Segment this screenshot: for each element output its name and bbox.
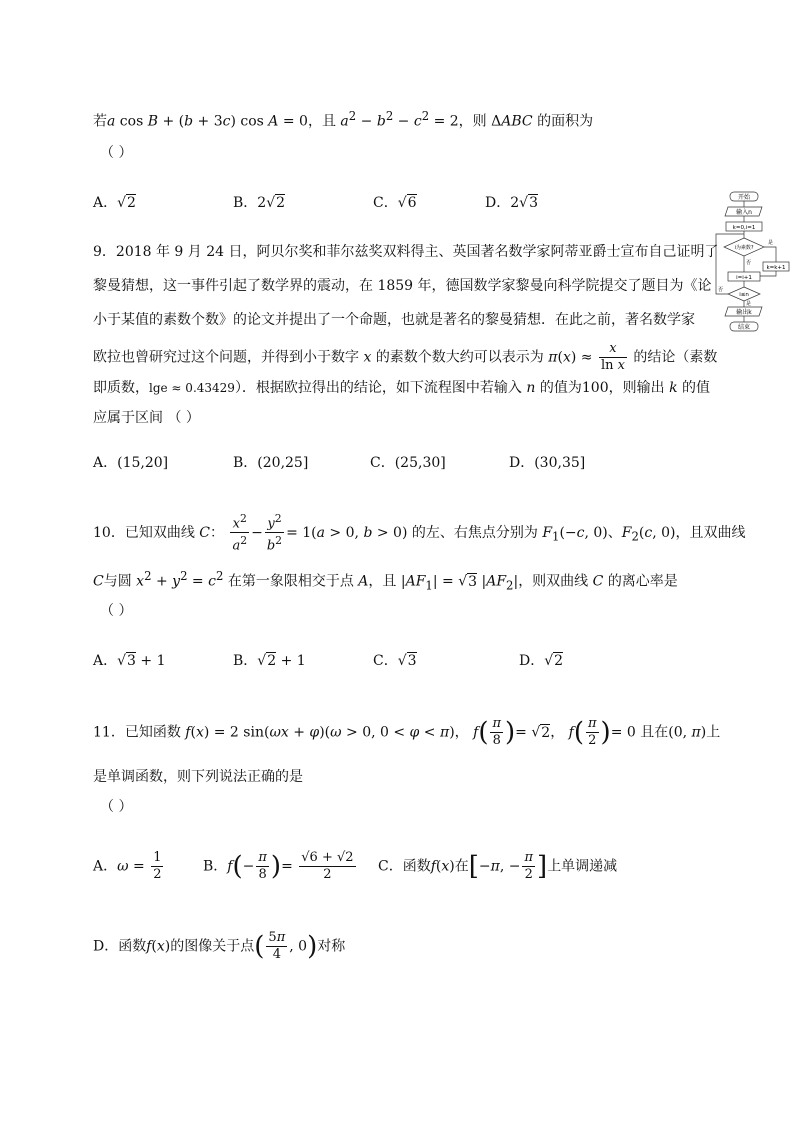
flowchart-cond: i为素数? xyxy=(734,245,754,251)
q11-line2: 是单调函数，则下列说法正确的是 xyxy=(93,769,303,785)
q9-line4: 欧拉也曾研究过这个问题，并得到小于数字 x 的素数个数大约可以表示为 π(x) ≈ $\frac{x}{\text{ln x}}$ 的结论（素数 xyxy=(93,341,718,373)
q9-line1: 9．2018 年 9 月 24 日，阿贝尔奖和菲尔兹奖双料得主、英国著名数学家阿蒂亚爵士宣布自己证明了 xyxy=(93,244,719,260)
q8-stem: 若a cos B + (b + 3c) cos A = 0，且 $a^2 - b^2 - c^2 = 2$，则 ΔABC 的面积为 xyxy=(93,109,594,130)
q10-paren: （ ） xyxy=(100,603,133,619)
q9-option-d: D．(30,35] xyxy=(509,455,586,471)
q11-option-b: B．f(− $\frac{\pi}{8}$ )= $\frac{√6 + √2}{2}$ xyxy=(203,850,354,882)
flowchart-yes-2: 是 xyxy=(746,301,752,307)
flowchart-start: 开始 xyxy=(737,194,751,201)
q8-option-a: A．√2 xyxy=(93,195,136,211)
q11-option-a: A．ω = $\frac{1}{2}$ xyxy=(93,850,162,882)
q9-line2: 黎曼猜想，这一事件引起了数学界的震动，在 1859 年，德国数学家黎曼向科学院提交了题目为《论 xyxy=(93,278,712,294)
q8-paren: （ ） xyxy=(100,145,133,161)
flowchart-no: 否 xyxy=(746,260,752,266)
q10-option-b: B．√2 + 1 xyxy=(233,653,306,669)
q11-line1: 11．已知函数 f(x) = 2 sin(ωx + φ)(ω > 0, 0 < φ < π)， f( $\frac{\pi}{8}$ )= √2， f( $\frac{\pi}{2}$ )= 0 且在(0, π)上 xyxy=(93,716,721,748)
flowchart-output: 输出k xyxy=(736,309,752,316)
q9-option-b: B．(20,25] xyxy=(233,455,309,471)
flowchart-yes: 是 xyxy=(768,240,774,246)
flowchart-inc-k: k=k+1 xyxy=(766,265,786,271)
flowchart-init: k=0,i=1 xyxy=(732,225,756,231)
q8-option-b: B．2√2 xyxy=(233,195,286,211)
q9-option-a: A．(15,20] xyxy=(93,455,169,471)
q10-option-a: A．√3 + 1 xyxy=(93,653,166,669)
q9-option-c: C．(25,30] xyxy=(370,455,446,471)
q10-option-c: C．√3 xyxy=(373,653,417,669)
q10-line2: C与圆 $x^2 + y^2 = c^2$ 在第一象限相交于点 A，且 $|AF_1| = √3$ $|AF_2|$，则双曲线 C 的离心率是 xyxy=(93,569,678,593)
flowchart xyxy=(708,190,790,342)
flowchart-loop-cond: i≤n xyxy=(739,292,749,298)
q8-option-c: C．√6 xyxy=(373,195,417,211)
q11-option-d: D．函数f(x)的图像关于点( $\frac{5\pi}{4}$ , 0)对称 xyxy=(93,930,346,962)
q11-option-c: C．函数f(x)在[−π, − $\frac{\pi}{2}$ ]上单调递减 xyxy=(378,850,618,882)
flowchart-input: 输入n xyxy=(736,209,752,216)
flowchart-inc-i: i=i+1 xyxy=(736,275,752,281)
q10-option-d: D．√2 xyxy=(519,653,564,669)
q10-line1: 10．已知双曲线 C： $\frac{x^2}{a^2}$ − $\frac{y^2}{b^2}$ = 1(a > 0, b > 0) 的左、右焦点分别为 $F_1(-c$, 0)、$F_2(c$, 0)，且双曲线 xyxy=(93,512,746,554)
flowchart-end: 结束 xyxy=(737,324,751,331)
q9-line3: 小于某值的素数个数》的论文并提出了一个命题，也就是著名的黎曼猜想．在此之前，著名数学家 xyxy=(93,312,695,328)
flowchart-no-2: 否 xyxy=(718,287,724,293)
q9-line5: 即质数，lge ≈ 0.43429）．根据欧拉得出的结论，如下流程图中若输入 n 的值为100，则输出 k 的值 xyxy=(93,380,710,396)
q11-paren: （ ） xyxy=(100,799,133,815)
q9-line6: 应属于区间 （ ） xyxy=(93,410,200,426)
q8-option-d: D．2√3 xyxy=(485,195,538,211)
